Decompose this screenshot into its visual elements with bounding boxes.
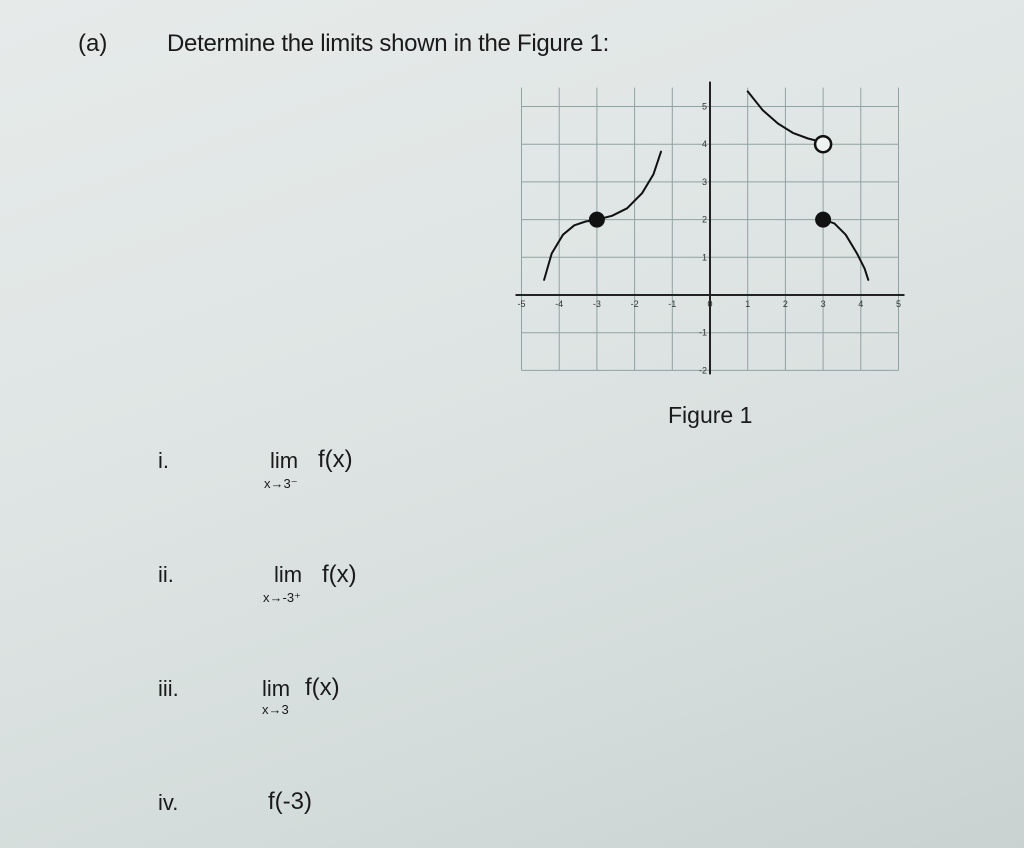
limit-word-2: lim [274,562,303,587]
x-tick-label: 1 [745,299,751,309]
x-tick-label: 2 [782,299,788,309]
open-point-2 [815,136,831,152]
y-tick-label: 4 [701,139,707,150]
x-tick-label: 3 [820,299,826,309]
x-tick-label: 0 [707,299,713,309]
y-tick-label: 5 [701,101,707,112]
x-tick-label: 4 [858,299,864,309]
instruction-text: Determine the limits shown in the Figure 1: [167,30,609,57]
filled-point-3 [815,212,831,228]
limit-subscript-3: x→3 [262,702,289,717]
limit-subscript-2: x→-3⁺ [263,590,301,605]
limit-function-1: f(x) [318,446,353,473]
function-value-4: f(-3) [268,788,312,815]
x-tick-label: -1 [668,299,677,309]
question-number-4: iv. [158,790,179,815]
question-number-3: iii. [158,676,179,701]
limit-function-3: f(x) [305,674,340,701]
y-tick-label: 1 [701,252,707,263]
x-tick-label: -2 [630,299,639,309]
curve-piece-1 [544,220,597,280]
x-tick-label: 5 [895,299,902,309]
limit-word-1: lim [270,448,299,473]
y-tick-label: 3 [701,176,707,187]
part-label: (a) [78,30,108,57]
limit-word-3: lim [262,676,291,701]
limit-subscript-1: x→3⁻ [264,476,298,491]
limit-function-2: f(x) [322,561,357,588]
question-number-2: ii. [158,562,174,587]
function-graph-svg [503,72,933,382]
filled-point-1 [589,212,605,228]
y-tick-label: -2 [698,365,707,376]
figure-graph [503,72,933,382]
question-number-1: i. [158,448,169,473]
curve-piece-4 [823,220,868,280]
curve-piece-2 [597,152,661,220]
y-tick-label: 2 [701,214,707,225]
y-tick-label: -1 [698,327,707,338]
x-tick-label: -4 [555,299,564,309]
figure-caption: Figure 1 [668,402,753,428]
x-tick-label: -5 [517,299,526,309]
x-tick-label: -3 [592,299,601,309]
